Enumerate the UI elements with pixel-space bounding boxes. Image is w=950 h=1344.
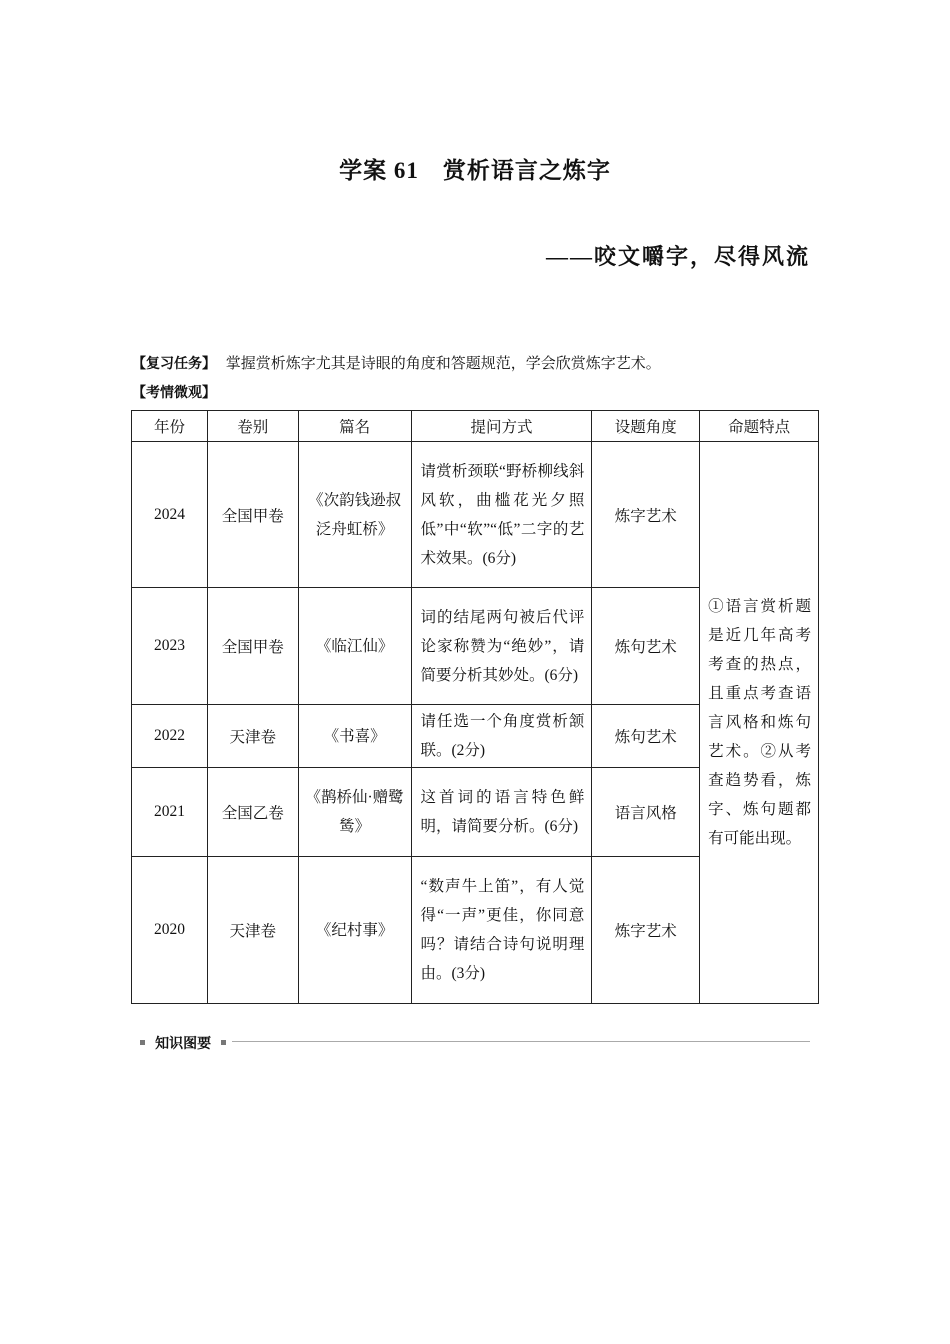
cell-angle: 炼句艺术 [592, 705, 700, 768]
cell-angle: 炼句艺术 [592, 588, 700, 705]
cell-question: 请赏析颈联“野桥柳线斜风软，曲槛花光夕照低”中“软”“低”二字的艺术效果。(6分) [411, 442, 592, 588]
cell-question: 请任选一个角度赏析颔联。(2分) [411, 705, 592, 768]
cell-title: 《临江仙》 [298, 588, 411, 705]
cell-question: “数声牛上笛”，有人觉得“一声”更佳，你同意吗？请结合诗句说明理由。(3分) [411, 857, 592, 1004]
review-task-text: 掌握赏析炼字尤其是诗眼的角度和答题规范，学会欣赏炼字艺术。 [225, 356, 661, 372]
cell-paper: 全国甲卷 [207, 588, 298, 705]
exam-overview-line [132, 382, 216, 402]
page-title: 学案 61 赏析语言之炼字 [339, 158, 611, 183]
exam-table [131, 410, 819, 1004]
header-paper: 卷别 [207, 411, 298, 442]
cell-question: 这首词的语言特色鲜明，请简要分析。(6分) [411, 768, 592, 857]
section-marker-right [221, 1040, 226, 1045]
review-task-label: 【复习任务】 [132, 356, 216, 372]
table-row [132, 442, 819, 588]
cell-paper: 全国乙卷 [207, 768, 298, 857]
cell-paper: 全国甲卷 [207, 442, 298, 588]
exam-overview-label: 【考情微观】 [132, 385, 216, 401]
header-title: 篇名 [298, 411, 411, 442]
cell-feature: ①语言赏析题是近几年高考考查的热点，且重点考查语言风格和炼句艺术。②从考查趋势看，炼字、炼句题都有可能出现。 [700, 442, 819, 1004]
header-feature: 命题特点 [700, 411, 819, 442]
cell-title: 《书喜》 [298, 705, 411, 768]
cell-angle: 语言风格 [592, 768, 700, 857]
cell-year: 2023 [132, 588, 208, 705]
page-subtitle: ——咬文嚼字，尽得风流 [545, 244, 810, 269]
cell-year: 2020 [132, 857, 208, 1004]
cell-angle: 炼字艺术 [592, 857, 700, 1004]
cell-angle: 炼字艺术 [592, 442, 700, 588]
cell-title: 《次韵钱逊叔泛舟虹桥》 [298, 442, 411, 588]
table-header-row [132, 411, 819, 442]
section-marker-left [140, 1040, 145, 1045]
cell-title: 《鹊桥仙·赠鹭鸶》 [298, 768, 411, 857]
section-heading-text: 知识图要 [155, 1035, 212, 1052]
cell-paper: 天津卷 [207, 857, 298, 1004]
section-divider [232, 1041, 810, 1042]
cell-question: 词的结尾两句被后代评论家称赞为“绝妙”，请简要分析其妙处。(6分) [411, 588, 592, 705]
cell-year: 2022 [132, 705, 208, 768]
header-angle: 设题角度 [592, 411, 700, 442]
section-heading [140, 1032, 810, 1052]
header-question: 提问方式 [411, 411, 592, 442]
cell-year: 2021 [132, 768, 208, 857]
cell-title: 《纪村事》 [298, 857, 411, 1004]
review-task-line [132, 352, 661, 373]
cell-year: 2024 [132, 442, 208, 588]
header-year: 年份 [132, 411, 208, 442]
cell-paper: 天津卷 [207, 705, 298, 768]
